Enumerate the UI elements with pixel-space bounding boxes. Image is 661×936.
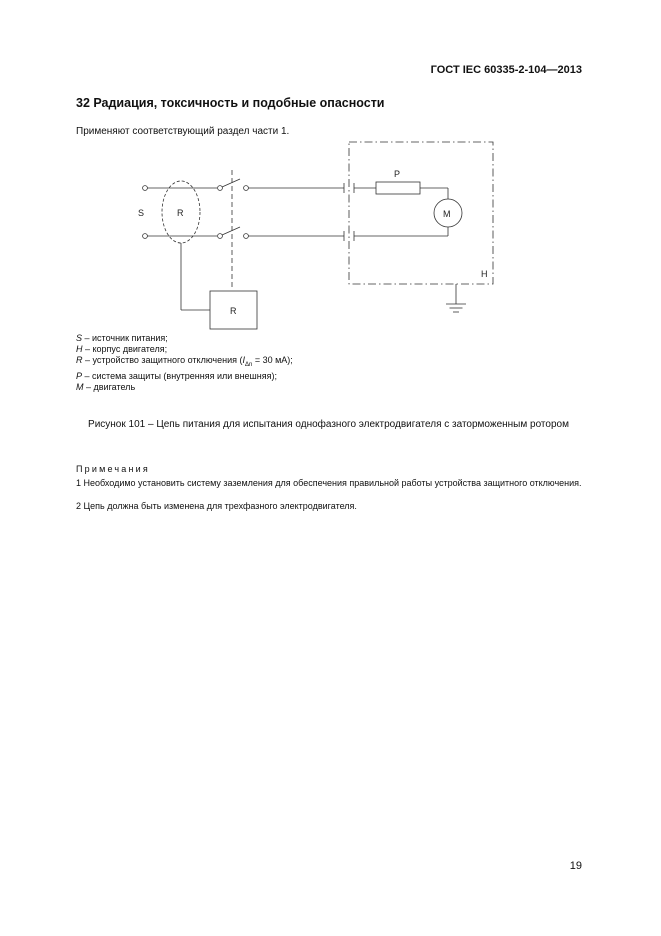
legend-item: S – источник питания; [76,333,168,343]
switch-blade-top [222,179,240,187]
label-protection: P [394,169,401,179]
intro-text: Применяют соответствующий раздел части 1. [76,126,290,137]
legend-item: H – корпус двигателя; [76,344,168,354]
label-motor: M [443,209,451,219]
source-terminal-top [143,186,148,191]
note-item: 2 Цепь должна быть изменена для трехфазного электродвигателя. [76,501,357,511]
section-title: 32 Радиация, токсичность и подобные опасности [76,96,385,110]
circuit-diagram [126,136,506,336]
motor-housing-outline [349,142,493,284]
switch-contact-top-right [244,186,249,191]
protection-system-resistor [376,182,420,194]
label-housing: H [481,269,488,279]
switch-contact-bottom-left [218,234,223,239]
switch-contact-top-left [218,186,223,191]
legend-item: P – система защиты (внутренняя или внешняя); [76,370,277,381]
legend-item: M – двигатель [76,381,136,392]
label-source: S [138,208,145,218]
figure-legend [76,333,293,393]
switch-blade-bottom [222,227,240,235]
document-code: ГОСТ IEC 60335-2-104—2013 [430,64,582,76]
source-terminal-bottom [143,234,148,239]
note-item: 1 Необходимо установить систему заземления для обеспечения правильной работы устройства защитного отключения. [76,478,582,488]
legend-item: R – устройство защитного отключения ($I_{\Delta n} = 30$ мА); [76,355,293,368]
page-number: 19 [569,860,582,872]
figure-caption: Рисунок 101 – Цепь питания для испытания однофазного электродвигателя с заторможенным ротором [88,419,569,430]
switch-contact-bottom-right [244,234,249,239]
label-rcd-core: R [177,208,184,218]
label-rcd-unit: R [230,306,237,316]
notes-title: Примечания [76,464,150,474]
